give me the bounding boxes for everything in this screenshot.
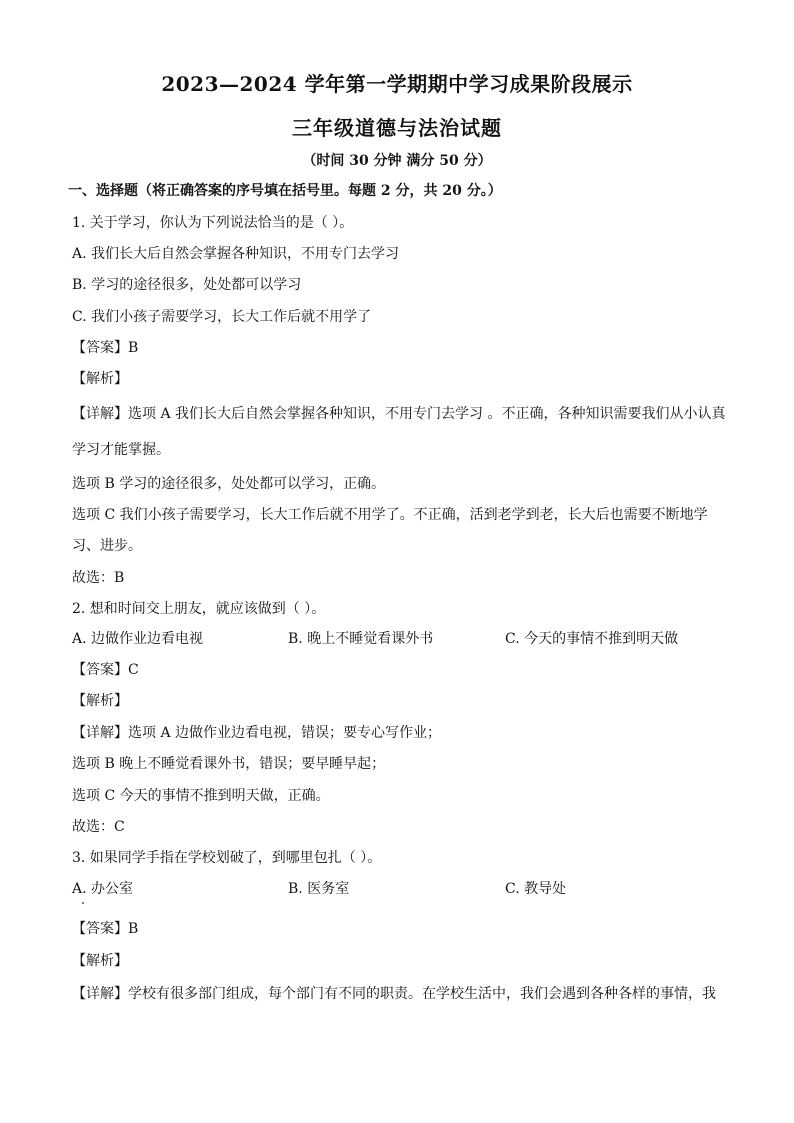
q1-option-b: B. 学习的途径很多，处处都可以学习 (72, 277, 302, 293)
stray-dot-mark (82, 902, 84, 904)
q2-final-answer: 故选：C (72, 819, 125, 835)
q3-analysis-label: 【解析】 (72, 953, 128, 969)
q1-detail-line-5: 习、进步。 (72, 538, 142, 554)
q2-stem: 2. 想和时间交上朋友，就应该做到（ ）。 (72, 601, 326, 617)
exam-time-score: （时间 30 分钟 满分 50 分） (302, 153, 492, 169)
q2-option-b: B. 晚上不睡觉看课外书 (288, 631, 434, 647)
q1-detail-line-1: 【详解】选项 A 我们长大后自然会掌握各种知识，不用专门去学习 。不正确，各种知识需要我们从小认真 (72, 406, 726, 422)
section-heading: 一、选择题（将正确答案的序号填在括号里。每题 2 分，共 20 分。） (68, 183, 502, 199)
q1-option-a: A. 我们长大后自然会掌握各种知识，不用专门去学习 (72, 246, 400, 262)
q2-option-a: A. 边做作业边看电视 (72, 631, 204, 647)
q1-final-answer: 故选：B (72, 570, 125, 586)
q1-detail-line-3: 选项 B 学习的途径很多，处处都可以学习，正确。 (72, 476, 386, 492)
q2-answer: 【答案】C (72, 662, 139, 678)
q3-answer: 【答案】B (72, 921, 139, 937)
q3-option-c: C. 教导处 (505, 881, 567, 897)
q1-analysis-label: 【解析】 (72, 371, 128, 387)
q1-option-c: C. 我们小孩子需要学习，长大工作后就不用学了 (72, 309, 372, 325)
q2-detail-line-3: 选项 C 今天的事情不推到明天做，正确。 (72, 788, 330, 804)
q1-detail-line-2: 学习才能掌握。 (72, 442, 170, 458)
q3-option-b: B. 医务室 (288, 881, 350, 897)
q1-detail-line-4: 选项 C 我们小孩子需要学习，长大工作后就不用学了。不正确，活到老学到老，长大后也需要不断地学 (72, 507, 708, 523)
q1-answer: 【答案】B (72, 340, 139, 356)
q3-option-a: A. 办公室 (72, 881, 134, 897)
exam-title: 2023—2024 学年第一学期期中学习成果阶段展示 (161, 72, 633, 96)
exam-subject-title: 三年级道德与法治试题 (292, 116, 502, 140)
q1-stem: 1. 关于学习，你认为下列说法恰当的是（ ）。 (72, 215, 354, 231)
q2-analysis-label: 【解析】 (72, 693, 128, 709)
q2-option-c: C. 今天的事情不推到明天做 (505, 631, 679, 647)
q3-stem: 3. 如果同学手指在学校划破了，到哪里包扎（ ）。 (72, 850, 382, 866)
q2-detail-line-1: 【详解】选项 A 边做作业边看电视，错误；要专心写作业； (72, 725, 442, 741)
q3-detail-line-1: 【详解】学校有很多部门组成，每个部门有不同的职责。在学校生活中，我们会遇到各种各样的事情，我 (72, 986, 716, 1002)
q2-detail-line-2: 选项 B 晚上不睡觉看课外书，错误；要早睡早起； (72, 756, 386, 772)
